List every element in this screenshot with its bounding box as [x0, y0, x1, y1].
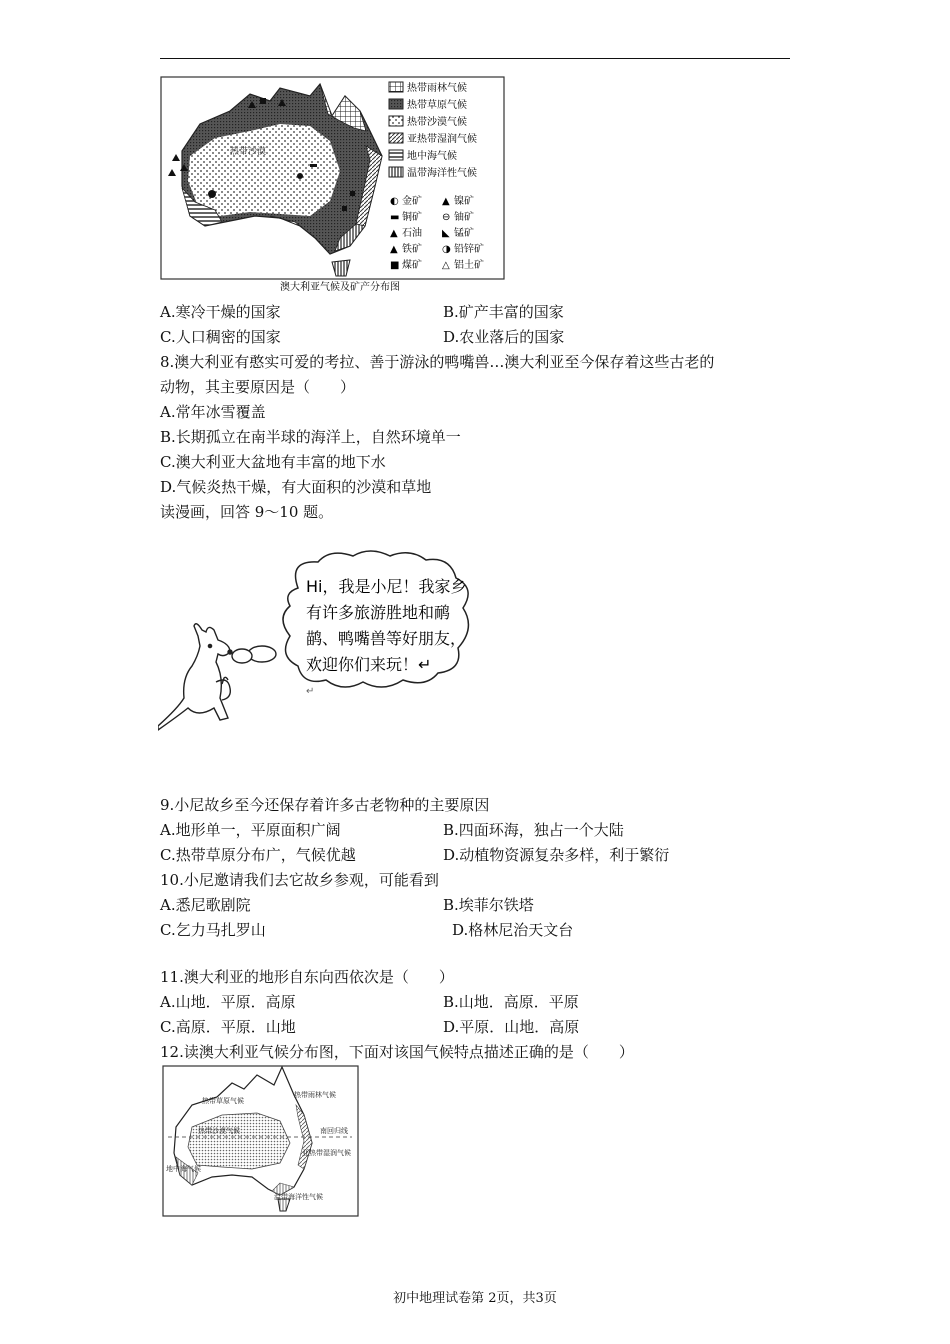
map2-label-rainforest: 热带雨林气候	[294, 1091, 336, 1099]
q7-option-c: C.人口稠密的国家	[160, 328, 281, 346]
legend-climate-6: 温带海洋性气候	[407, 168, 477, 179]
legend-mineral-label: 镍矿	[454, 196, 474, 207]
legend-mineral-sym: ■	[390, 260, 400, 271]
cartoon-line-2: 有许多旅游胜地和鸸	[306, 603, 451, 622]
q7-option-b: B.矿产丰富的国家	[443, 303, 564, 321]
map2-label-med: 地中海气候	[166, 1165, 201, 1173]
q9-option-c: C.热带草原分布广，气候优越	[160, 846, 356, 864]
legend-mineral-label: 煤矿	[402, 260, 422, 271]
q10-option-b: B.埃菲尔铁塔	[443, 896, 534, 914]
cartoon-line-3: 鹋、鸭嘴兽等好朋友，	[306, 629, 467, 648]
legend-mineral-sym: ⊖	[442, 212, 451, 223]
legend-mineral-sym: △	[442, 260, 450, 271]
kangaroo-figure	[158, 624, 232, 730]
legend-mineral-sym: ◣	[442, 228, 450, 239]
q10-option-a: A.悉尼歌剧院	[160, 896, 251, 914]
legend-climate-4: 亚热带湿润气候	[407, 134, 477, 145]
cartoon-line-1: Hi，我是小尼！我家乡	[306, 577, 467, 596]
q9-option-a: A.地形单一，平原面积广阔	[160, 821, 341, 839]
q8-option-c: C.澳大利亚大盆地有丰富的地下水	[160, 453, 386, 471]
legend-mineral-label: 铜矿	[402, 212, 422, 223]
legend-mineral-sym: ▲	[390, 228, 398, 239]
q11-option-a: A.山地．平原．高原	[160, 993, 296, 1011]
legend-mineral-sym: ◑	[442, 244, 451, 255]
q8-option-d: D.气候炎热干燥，有大面积的沙漠和草地	[160, 478, 432, 496]
map2-label-tropic: 南回归线	[320, 1127, 348, 1135]
legend-mineral-label: 铁矿	[402, 244, 422, 255]
map2-label-desert: 热带沙漠气候	[198, 1127, 240, 1135]
legend-mineral-label: 锰矿	[454, 228, 474, 239]
q11-option-d: D.平原．山地．高原	[443, 1018, 580, 1036]
map-caption: 澳大利亚气候及矿产分布图	[280, 282, 400, 293]
q11-stem: 11.澳大利亚的地形自东向西依次是（ ）	[160, 968, 454, 986]
legend-mineral-label: 石油	[402, 228, 422, 239]
legend-climate-2: 热带草原气候	[407, 100, 467, 111]
australia-climate-map	[162, 1065, 359, 1217]
map2-label-savanna: 热带草原气候	[202, 1097, 244, 1105]
map-inner-label: 热带沙漠	[230, 147, 267, 157]
q7-option-a: A.寒冷干燥的国家	[160, 303, 281, 321]
map2-label-oceanic: 温带海洋性气候	[274, 1193, 323, 1201]
page-footer: 初中地理试卷第 2页，共3页	[393, 1291, 557, 1306]
q11-option-b: B.山地．高原．平原	[443, 993, 579, 1011]
q12-stem: 12.读澳大利亚气候分布图，下面对该国气候特点描述正确的是（ ）	[160, 1043, 634, 1061]
legend-mineral-sym: ◐	[390, 196, 399, 207]
q9-option-b: B.四面环海，独占一个大陆	[443, 821, 624, 839]
q9-option-d: D.动植物资源复杂多样，利于繁衍	[443, 846, 670, 864]
header-rule	[160, 58, 790, 59]
q9-stem: 9.小尼故乡至今还保存着许多古老物种的主要原因	[160, 796, 490, 814]
legend-climate-5: 地中海气候	[407, 151, 457, 162]
thought-bubble	[232, 649, 252, 663]
cartoon-intro: 读漫画，回答 9～10 题。	[160, 503, 334, 521]
q10-option-c: C.乞力马扎罗山	[160, 921, 266, 939]
q10-stem: 10.小尼邀请我们去它故乡参观，可能看到	[160, 871, 439, 889]
legend-climate-3: 热带沙漠气候	[407, 117, 467, 128]
q11-option-c: C.高原．平原．山地	[160, 1018, 296, 1036]
legend-mineral-label: 铅锌矿	[454, 244, 484, 255]
legend-mineral-label: 铝土矿	[454, 260, 484, 271]
q10-option-d: D.格林尼治天文台	[452, 921, 574, 939]
legend-mineral-label: 金矿	[402, 196, 422, 207]
q8-option-b: B.长期孤立在南半球的海洋上，自然环境单一	[160, 428, 461, 446]
legend-mineral-sym: ▲	[390, 244, 398, 255]
legend-mineral-sym: ▲	[442, 196, 450, 207]
legend-mineral-label: 铀矿	[454, 212, 474, 223]
q8-option-a: A.常年冰雪覆盖	[160, 403, 266, 421]
map2-label-humid: 亚热带湿润气候	[302, 1149, 351, 1157]
return-mark: ↵	[306, 686, 315, 697]
q8-stem-line1: 8.澳大利亚有憨实可爱的考拉、善于游泳的鸭嘴兽…澳大利亚至今保存着这些古老的	[160, 353, 715, 371]
australia-climate-mineral-map	[160, 76, 505, 293]
q7-option-d: D.农业落后的国家	[443, 328, 565, 346]
legend-climate-1: 热带雨林气候	[407, 83, 467, 94]
cartoon-line-4: 欢迎你们来玩！↵	[306, 655, 432, 674]
legend-mineral-sym: ▬	[390, 212, 400, 223]
kangaroo-cartoon	[158, 548, 488, 733]
q8-stem-line2: 动物，其主要原因是（ ）	[160, 378, 356, 396]
